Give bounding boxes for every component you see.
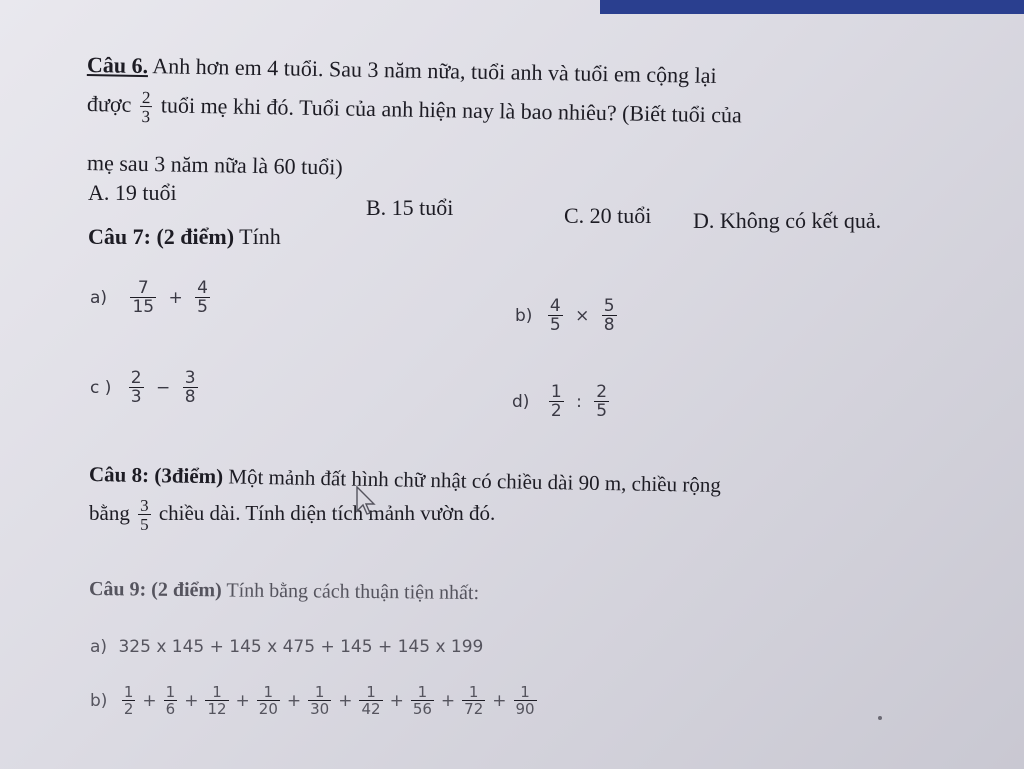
q7b-frac-2 [602, 298, 617, 334]
q6-option-a: A. 19 tuổi [88, 180, 177, 205]
q9-item-b [90, 685, 540, 717]
q6-label: Câu 6. [86, 52, 149, 79]
q7c-f2-num: 3 [184, 368, 196, 388]
q9b-frac-den: 56 [412, 700, 432, 718]
q7-item-a [90, 280, 213, 316]
q9-points: (2 điểm) [151, 578, 222, 602]
q6-line-1 [87, 52, 717, 89]
q8-line-2 [89, 497, 495, 533]
q9b-fraction [514, 685, 537, 717]
q7a-frac-1 [130, 280, 156, 316]
q9b-frac-num: 1 [417, 683, 428, 701]
q7-text: Tính [239, 224, 281, 249]
q9a-expression: 325 x 145 + 145 x 475 + 145 + 145 x 199 [118, 637, 484, 657]
q7b-label: b) [515, 306, 533, 326]
q9b-operator: + [389, 691, 404, 711]
q6-text-1: Anh hơn em 4 tuổi. Sau 3 năm nữa, tuổi anh và tuổi em cộng lại [152, 53, 717, 88]
q9-heading [89, 578, 479, 605]
q9-text: Tính bằng cách thuận tiện nhất: [226, 579, 480, 605]
q8-frac-num: 3 [140, 496, 149, 515]
q9b-fraction [122, 685, 136, 717]
q7-item-b [515, 298, 620, 334]
cursor-arrow-icon [355, 485, 377, 517]
q7a-frac-2 [195, 280, 210, 316]
q6-text-2a: được [86, 91, 132, 117]
q9b-frac-den: 42 [361, 700, 381, 718]
q9b-frac-num: 1 [123, 683, 134, 701]
q9b-sum [119, 683, 540, 718]
q8-fraction [138, 497, 151, 533]
q7b-f1-den: 5 [549, 315, 561, 335]
q9b-frac-den: 20 [258, 700, 278, 718]
q9b-frac-num: 1 [212, 683, 222, 701]
q7c-frac-2 [183, 370, 198, 406]
q6-line-2 [87, 88, 742, 135]
q7b-f2-num: 5 [603, 296, 615, 316]
q9b-frac-den: 72 [464, 700, 484, 718]
q6-line-3 [87, 150, 343, 180]
q9b-frac-den: 30 [310, 700, 330, 718]
q9a-label: a) [90, 637, 108, 657]
q7-label: Câu 7: (2 điểm) [88, 224, 235, 249]
q9b-operator: + [286, 691, 302, 711]
q9b-frac-num: 1 [314, 683, 325, 701]
q7b-frac-1 [548, 298, 563, 334]
q7c-f1-den: 3 [130, 387, 142, 407]
q9b-fraction [462, 685, 485, 717]
q9b-frac-num: 1 [366, 683, 376, 701]
q9-item-a [90, 637, 483, 657]
q9b-operator: + [184, 691, 199, 711]
q7d-f2-num: 2 [596, 382, 608, 402]
q9b-operator: + [235, 691, 250, 711]
q8-text-1: Một mảnh đất hình chữ nhật có chiều dài 90 m, chiều rộng [228, 464, 722, 498]
q9b-operator: + [440, 691, 456, 711]
q9b-frac-den: 6 [165, 700, 176, 718]
q6-option-d: D. Không có kết quả. [693, 208, 882, 233]
q7a-f1-num: 7 [137, 278, 149, 298]
q8-text-2b: chiều dài. Tính diện tích mảnh vườn đó. [158, 500, 496, 525]
q7c-f2-den: 8 [184, 387, 196, 407]
q9b-label: b) [90, 691, 108, 711]
q7c-operator: − [156, 378, 171, 398]
dust-speck [878, 716, 882, 720]
q7b-f1-num: 4 [549, 296, 561, 316]
q8-points: (3điểm) [154, 463, 224, 489]
q6-text-2b: tuổi mẹ khi đó. Tuổi của anh hiện nay là bao nhiêu? (Biết tuổi của [160, 92, 743, 128]
q7d-f1-den: 2 [550, 401, 562, 421]
q7d-f1-num: 1 [550, 382, 562, 402]
q7a-label: a) [90, 288, 108, 308]
q9b-frac-num: 1 [468, 683, 479, 701]
q8-label: Câu 8: [88, 462, 150, 488]
q6-frac-den: 3 [140, 106, 153, 125]
q7d-frac-2 [594, 384, 609, 420]
q9b-frac-den: 12 [207, 700, 227, 718]
q7b-f2-den: 8 [603, 315, 615, 335]
q9b-fraction [257, 685, 280, 717]
q7a-f2-num: 4 [197, 278, 208, 298]
q9b-operator: + [492, 691, 507, 711]
q7c-label: c ) [90, 378, 112, 398]
q9b-fraction [205, 685, 228, 717]
q6-option-b: B. 15 tuổi [366, 195, 454, 220]
q8-text-2a: bằng [89, 500, 130, 525]
q7-heading [88, 224, 281, 250]
q9b-frac-num: 1 [520, 683, 530, 701]
q7d-operator: : [576, 392, 582, 412]
q9-label: Câu 9: [88, 578, 147, 601]
q7a-operator: + [168, 288, 183, 308]
q7-item-d [512, 384, 612, 420]
q8-frac-den: 5 [140, 515, 149, 534]
q9b-frac-num: 1 [165, 683, 176, 701]
q7-item-c [90, 370, 201, 406]
q7d-frac-1 [549, 384, 564, 420]
q9b-operator: + [142, 691, 157, 711]
q6-fraction [140, 89, 153, 125]
q9b-frac-num: 1 [263, 683, 274, 701]
q6-option-c: C. 20 tuổi [564, 203, 652, 228]
q7b-operator: × [575, 306, 590, 326]
q6-text-3: mẹ sau 3 năm nữa là 60 tuổi) [86, 150, 343, 180]
top-edge-bar [600, 0, 1024, 14]
q9b-fraction [359, 685, 382, 717]
q7c-frac-1 [129, 370, 144, 406]
q8-line-1 [89, 462, 721, 498]
q7d-f2-den: 5 [596, 401, 608, 421]
q6-frac-num: 2 [141, 87, 151, 108]
q7a-f1-den: 15 [132, 297, 155, 317]
q9b-frac-den: 90 [515, 700, 535, 718]
q9b-fraction [164, 685, 178, 717]
q7c-f1-num: 2 [130, 368, 142, 388]
q7d-label: d) [512, 392, 530, 412]
q9b-operator: + [338, 691, 353, 711]
q7a-f2-den: 5 [197, 297, 208, 317]
q9b-fraction [308, 685, 331, 717]
q9b-fraction [411, 685, 434, 717]
q9b-frac-den: 2 [123, 700, 134, 718]
